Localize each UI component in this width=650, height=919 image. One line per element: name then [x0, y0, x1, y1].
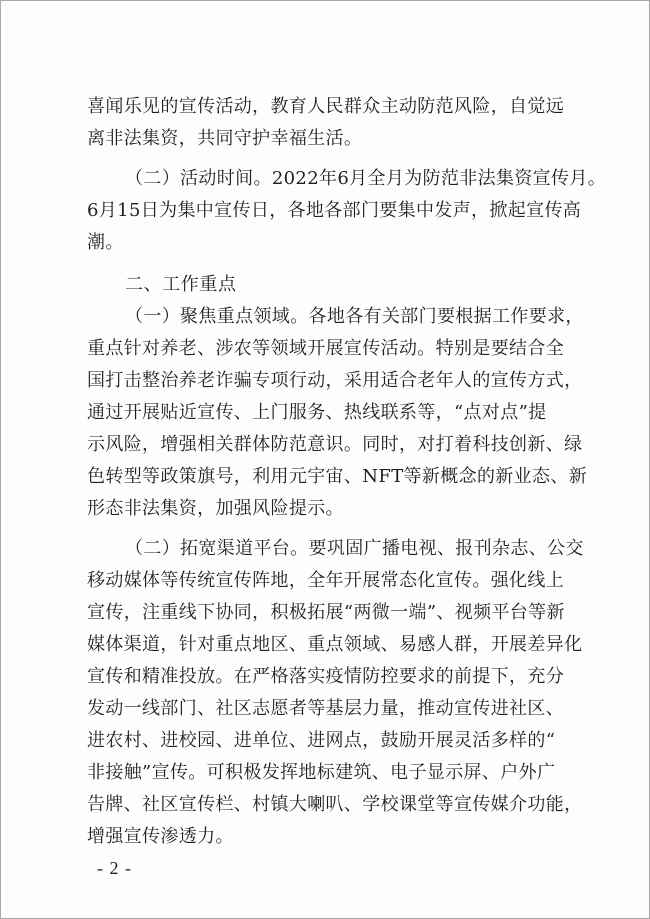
body-text-line: 形态非法集资，加强风险提示。: [87, 498, 344, 519]
channels-paragraph-line: [87, 533, 584, 565]
body-text-line: 6月15日为集中宣传日，各地各部门要集中发声，掀起宣传高: [87, 200, 582, 221]
activity-time-heading: （二）活动时间。: [125, 168, 272, 189]
activity-time-text: 2022年6月全月为防范非法集资宣传月。: [271, 168, 607, 189]
body-text-line: 媒体渠道，针对重点地区、重点领域、易感人群，开展差异化: [87, 634, 583, 655]
body-text-line: 移动媒体等传统宣传阵地，全年开展常态化宣传。强化线上: [87, 570, 565, 591]
document-body: [87, 91, 607, 853]
channels-text: 要巩固广播电视、报刊杂志、公交: [308, 538, 584, 559]
paragraph-spacer: [87, 525, 579, 533]
body-text-line: 宣传，注重线下协同，积极拓展“两微一端”、视频平台等新: [87, 602, 565, 623]
paragraph-spacer: [87, 259, 579, 269]
body-text-line: 非接触”宣传。可积极发挥地标建筑、电子显示屏、户外广: [87, 762, 556, 783]
channels-heading: （二）拓宽渠道平台。: [125, 538, 309, 559]
body-text-line: 示风险，增强相关群体防范意识。同时，对打着科技创新、绿: [87, 434, 583, 455]
body-text-line: 发动一线部门、社区志愿者等基层力量，推动宣传进社区、: [87, 698, 565, 719]
section-heading: 二、工作重点: [125, 274, 237, 295]
body-text-line: 国打击整治养老诈骗专项行动，采用适合老年人的宣传方式，: [87, 370, 583, 391]
body-text-line: 色转型等政策旗号，利用元宇宙、NFT等新概念的新业态、新: [87, 466, 588, 487]
activity-time-paragraph-line: [87, 163, 607, 195]
focus-areas-paragraph-line: [87, 301, 584, 333]
body-text-line: 通过开展贴近宣传、上门服务、热线联系等，“点对点”提: [87, 402, 547, 423]
body-text-line: 增强宣传渗透力。: [87, 826, 234, 847]
paragraph-spacer: [87, 155, 579, 163]
focus-areas-heading: （一）聚焦重点领域。: [125, 306, 309, 327]
body-text-line: 告牌、社区宣传栏、村镇大喇叭、学校课堂等宣传媒介功能，: [87, 794, 583, 815]
focus-areas-text: 各地各有关部门要根据工作要求，: [308, 306, 584, 327]
body-text-line: 重点针对养老、涉农等领域开展宣传活动。特别是要结合全: [87, 338, 565, 359]
body-text-line: 宣传和精准投放。在严格落实疫情防控要求的前提下，充分: [87, 666, 565, 687]
body-text-line: 喜闻乐见的宣传活动，教育人民群众主动防范风险，自觉远: [87, 96, 565, 117]
page-number: - 2 -: [97, 858, 132, 878]
body-text-line: 进农村、进校园、进单位、进网点，鼓励开展灵活多样的“: [87, 730, 556, 751]
body-text-line: 离非法集资，共同守护幸福生活。: [87, 128, 363, 149]
body-text-line: 潮。: [87, 232, 124, 253]
